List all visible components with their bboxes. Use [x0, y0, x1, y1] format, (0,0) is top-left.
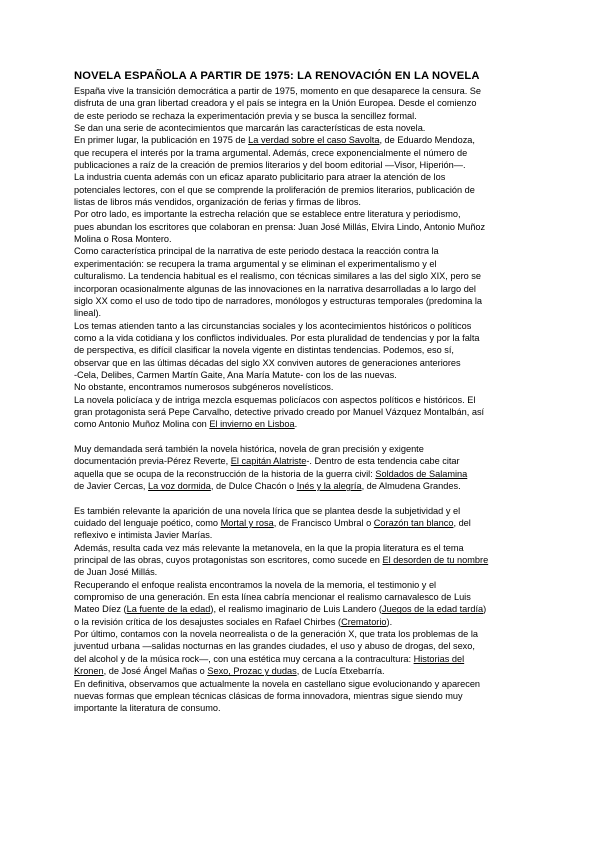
text-run: En primer lugar, la publicación en 1975 de	[74, 135, 249, 146]
text-run: -. Dentro de esta tendencia cabe citar	[306, 456, 460, 467]
book-title: Crematorio	[341, 616, 387, 627]
text-run: Recuperando el enfoque realista encontramos la novela de la memoria, el testimonio y el	[74, 579, 437, 590]
text-line	[74, 332, 534, 344]
text-run: siglo XX como el uso de todo tipo de narradores, monólogos y estructuras temporales (predomina la	[74, 295, 483, 306]
book-title: Corazón tan blanco	[373, 518, 454, 529]
text-line	[74, 542, 534, 554]
text-run: Por otro lado, es importante la estrecha relación que se establece entre literatura y periodismo,	[74, 209, 461, 220]
text-run: del alcohol y de la música rock—, con una estética muy cercana a la contracultura:	[74, 653, 414, 664]
book-title: Inés y la alegría	[296, 481, 362, 491]
text-line	[74, 171, 534, 183]
text-line	[74, 591, 534, 603]
text-line	[74, 690, 534, 702]
text-run: En definitiva, observamos que actualmente la novela en castellano sigue evolucionando y aparecen	[74, 678, 481, 689]
text-run: gran protagonista será Pepe Carvalho, detective privado creado por Manuel Vázquez Montalbán, así	[74, 406, 485, 417]
text-run: principal de las obras, cuyos protagonistas son escritores, como sucede en	[74, 555, 383, 566]
text-line	[74, 85, 534, 97]
text-line	[74, 616, 534, 628]
text-line	[74, 640, 534, 652]
text-run: Por último, contamos con la novela neorrealista o de la generación X, que trata los problemas de la	[74, 629, 478, 640]
text-run: , del	[453, 518, 471, 529]
book-title: La verdad sobre el caso Savolta	[248, 135, 380, 146]
text-run: de Javier Cercas,	[74, 481, 149, 491]
text-line	[74, 678, 534, 690]
text-line	[74, 184, 534, 196]
text-run: juventud urbana —salidas nocturnas en las grandes ciudades, el uso y abuso de drogas, del sexo,	[74, 641, 475, 652]
text-line	[74, 357, 534, 369]
text-run: No obstante, encontramos numerosos subgéneros novelísticos.	[74, 382, 334, 393]
blank-line	[74, 431, 534, 443]
text-line	[74, 122, 534, 134]
text-run: culturalismo. La tendencia habitual es el realismo, con técnicas similares a las del siglo XIX, pero se	[74, 271, 482, 282]
text-run: La industria cuenta además con un eficaz aparato publicitario para atraer la atención de los	[74, 172, 446, 183]
text-line	[74, 134, 534, 146]
text-line	[74, 603, 534, 615]
text-line	[74, 208, 534, 220]
document-title: NOVELA ESPAÑOLA A PARTIR DE 1975: LA RENOVACIÓN EN LA NOVELA	[74, 70, 480, 82]
text-line	[74, 468, 534, 480]
text-line	[74, 295, 534, 307]
text-run: Muy demandada será también la novela histórica, novela de gran precisión y exigente	[74, 443, 424, 454]
text-run: Mateo Díez (	[74, 604, 127, 615]
book-title: La fuente de la edad	[126, 604, 211, 615]
book-title: El capitán Alatriste	[230, 456, 307, 467]
text-run: nuevas formas que emplean técnicas clásicas de forma innovadora, mientras sigue siendo muy	[74, 690, 463, 701]
text-line	[74, 653, 534, 665]
text-run: Además, resulta cada vez más relevante la metanovela, en la que la propia literatura es el tema	[74, 542, 464, 553]
text-run: como a la vida cotidiana y los conflictos individuales. Por esta pluralidad de tendencias y por la falta	[74, 332, 480, 343]
book-title: La voz dormida	[148, 481, 211, 491]
text-run: de Juan José Millás.	[74, 567, 158, 578]
text-run: de perspectiva, es difícil clasificar la novela vigente en distintas tendencias. Podemos, eso sí,	[74, 345, 454, 356]
book-title: Soldados de Salamina	[375, 468, 468, 479]
text-line	[74, 665, 534, 677]
text-line	[74, 455, 534, 467]
text-line	[74, 443, 534, 455]
text-run: España vive la transición democrática a partir de 1975, momento en que desaparece la censura. Se	[74, 86, 482, 96]
text-run: .	[294, 419, 298, 430]
text-run: , de Almudena Grandes.	[361, 481, 461, 491]
book-title: Juegos de la edad tardía	[381, 604, 484, 615]
book-title: Kronen	[74, 666, 104, 677]
text-run: Se dan una serie de acontecimientos que marcarán las características de esta novela.	[74, 123, 426, 134]
text-line	[74, 517, 534, 529]
text-run: listas de libros más vendidos, organización de ferias y firmas de libros.	[74, 197, 361, 208]
text-line	[74, 628, 534, 640]
text-line	[74, 554, 534, 566]
text-line	[74, 245, 534, 257]
text-run: documentación previa-Pérez Reverte,	[74, 456, 231, 467]
text-run: Es también relevante la aparición de una novela lírica que se plantea desde la subjetividad y el	[74, 505, 461, 516]
text-run: , de Dulce Chacón o	[210, 481, 297, 491]
text-line	[74, 579, 534, 591]
text-run: de este periodo se rechaza la experimentación previa y se busca la sencillez formal.	[74, 110, 417, 121]
book-title: Mortal y rosa	[220, 518, 274, 529]
text-run: , de Lucía Etxebarría.	[296, 666, 385, 677]
text-line	[74, 258, 534, 270]
text-run: experimentación: se recupera la trama argumental y se eliminan el experimentalismo y el	[74, 258, 437, 269]
text-run: Molina o Rosa Montero.	[74, 234, 172, 245]
text-line	[74, 283, 534, 295]
text-line	[74, 344, 534, 356]
blank-line	[74, 492, 534, 504]
text-run: que recupera el interés por la trama argumental. Además, crece exponencialmente el número de	[74, 147, 468, 158]
text-line	[74, 381, 534, 393]
text-line	[74, 566, 534, 578]
text-run: incorporan ocasionalmente algunas de las innovaciones en la narrativa desarrolladas a lo largo del	[74, 283, 476, 294]
text-line	[74, 147, 534, 159]
text-run: potenciales lectores, con el que se comprende la proliferación de premios literarios, publicación de	[74, 184, 475, 195]
text-run: lineal).	[74, 308, 102, 319]
book-title: Historias del	[413, 653, 465, 664]
text-run: reflexivo e intimista Javier Marías.	[74, 530, 213, 541]
text-run: compromiso de una generación. En esta línea cabría mencionar el realismo carnavalesco de Luis	[74, 592, 471, 603]
text-run: cuidado del lenguaje poético, como	[74, 518, 221, 529]
text-line	[74, 307, 534, 319]
text-line	[74, 270, 534, 282]
text-run: como Antonio Muñoz Molina con	[74, 419, 210, 430]
text-run: , de Francisco Umbral o	[273, 518, 374, 529]
text-line	[74, 159, 534, 171]
text-line	[74, 702, 534, 714]
text-line	[74, 196, 534, 208]
text-run: -Cela, Delibes, Carmen Martín Gaite, Ana María Matute- con los de las nuevas.	[74, 369, 397, 380]
text-line	[74, 320, 534, 332]
document-body	[74, 85, 534, 715]
text-line	[74, 221, 534, 233]
text-line	[74, 406, 534, 418]
text-run: ).	[386, 616, 393, 627]
book-title: Sexo, Prozac y dudas	[207, 666, 297, 677]
text-run: aquella que se ocupa de la reconstrucción de la historia de la guerra civil:	[74, 468, 376, 479]
text-line	[74, 233, 534, 245]
text-line	[74, 418, 534, 430]
book-title: El desorden de tu nombre	[382, 555, 489, 566]
text-line	[74, 529, 534, 541]
text-run: publicaciones a raíz de la creación de premios literarios y del boom editorial —Visor, Hiperión—.	[74, 160, 466, 171]
text-run: Los temas atienden tanto a las circunstancias sociales y los acontecimientos históricos o políticos	[74, 320, 472, 331]
text-run: Como característica principal de la narrativa de este periodo destaca la reacción contra la	[74, 246, 439, 257]
text-run: observar que en las últimas décadas del siglo XX conviven autores de generaciones anteriores	[74, 357, 461, 368]
text-line	[74, 110, 534, 122]
text-line	[74, 505, 534, 517]
text-line	[74, 97, 534, 109]
text-run: La novela policíaca y de intriga mezcla esquemas policíacos con aspectos políticos e históricos. El	[74, 394, 476, 405]
text-line	[74, 394, 534, 406]
text-line	[74, 369, 534, 381]
text-run: disfruta de una gran libertad creadora y el país se integra en la Unión Europea. Desde el comienzo	[74, 98, 477, 109]
text-run: , de José Ángel Mañas o	[103, 666, 208, 677]
text-run: )	[483, 604, 487, 615]
book-title: El invierno en Lisboa	[209, 419, 295, 430]
text-run: pues abundan los escritores que colaboran en prensa: Juan José Millás, Elvira Lindo, Antonio Muñoz	[74, 221, 486, 232]
text-line	[74, 480, 534, 492]
text-run: o la revisión crítica de los desajustes sociales en Rafael Chirbes (	[74, 616, 342, 627]
text-run: , de Eduardo Mendoza,	[379, 135, 475, 146]
text-run: importante la literatura de consumo.	[74, 703, 221, 714]
text-run: ), el realismo imaginario de Luis Landero (	[210, 604, 382, 615]
